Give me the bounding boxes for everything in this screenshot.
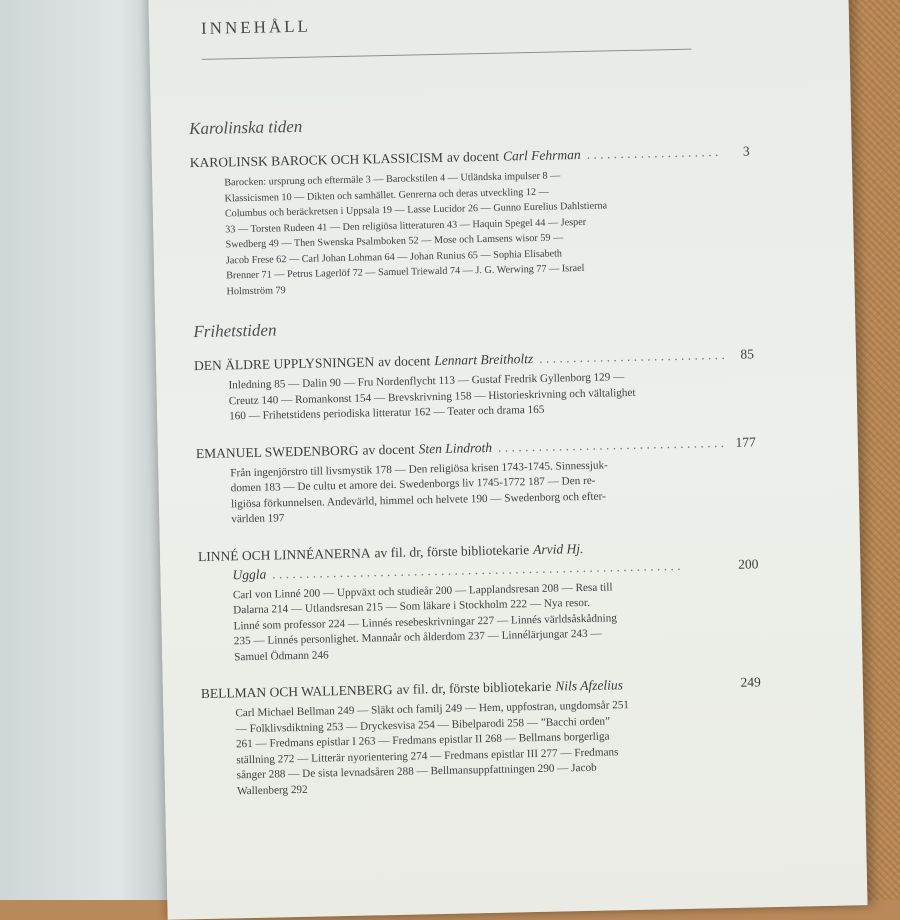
entry-author: Sten Lindroth bbox=[418, 439, 493, 456]
leader-dots: . . . . . . . . . . . . . . . . . . . . . . . . . . . . . . . . . . . . . . . . . . . . . . . . . . . . . . . . . . . . . bbox=[272, 557, 681, 582]
toc-content bbox=[189, 107, 764, 818]
desc-line: ställning 272 — Litterär nyorientering 274 — Fredmans epistlar III 277 — Fredmans bbox=[236, 745, 619, 766]
desc-line: Inledning 85 — Dalin 90 — Fru Nordenflycht 113 — Gustaf Fredrik Gyllenborg 129 — bbox=[228, 371, 625, 392]
toc-entry bbox=[194, 344, 755, 425]
entry-description bbox=[224, 164, 752, 299]
entry-title: DEN ÄLDRE UPPLYSNINGEN bbox=[193, 354, 375, 374]
entry-page: 177 bbox=[735, 433, 756, 450]
entry-author: Arvid Hj. bbox=[533, 540, 584, 557]
entry-description bbox=[228, 367, 755, 425]
desc-line: Samuel Ödmann 246 bbox=[234, 648, 329, 663]
desc-line: Carl von Linné 200 — Uppväxt och studieår 200 — Lapplandsresan 208 — Resa till bbox=[232, 580, 613, 601]
toc-entry bbox=[190, 141, 753, 300]
desc-line: Linné som professor 224 — Linnés resebeskrivningar 227 — Linnés världsåskådning bbox=[233, 611, 618, 632]
desc-line: Swedberg 49 — Then Swenska Psalmboken 52 — Mose och Lamsens wisor 59 — bbox=[225, 232, 564, 251]
desc-line: Wallenberg 292 bbox=[236, 783, 308, 797]
entry-author-continued: Uggla bbox=[232, 566, 267, 582]
desc-line: Från ingenjörstro till livsmystik 178 — Den religiösa krisen 1743-1745. Sinnessjuk- bbox=[230, 458, 608, 479]
book-page bbox=[148, 0, 868, 920]
left-page bbox=[0, 0, 170, 900]
entry-page: 85 bbox=[740, 346, 755, 362]
leader-dots bbox=[498, 433, 726, 457]
desc-line: Columbus och beräckretsen i Uppsala 19 — Lasse Lucidor 26 — Gunno Eurelius Dahlstierna bbox=[224, 200, 608, 220]
entry-page: 200 bbox=[737, 555, 759, 572]
desc-line: Carl Michael Bellman 249 — Släkt och familj 249 — Hem, uppfostran, ungdomsår 251 bbox=[235, 699, 630, 720]
desc-line: Jacob Frese 62 — Carl Johan Lohman 64 — Johan Runius 65 — Sophia Elisabeth bbox=[225, 247, 563, 266]
leader-dots bbox=[539, 345, 724, 368]
desc-line: Holmström 79 bbox=[226, 284, 286, 297]
entry-title: KAROLINSK BAROCK OCH KLASSICISM bbox=[189, 149, 444, 171]
section-heading: Karolinska tiden bbox=[188, 116, 303, 139]
entry-page: 249 bbox=[740, 674, 761, 690]
toc-entry bbox=[196, 432, 758, 529]
entry-title: BELLMAN OCH WALLENBERG bbox=[200, 682, 393, 702]
desc-line: 261 — Fredmans epistlar I 263 — Fredmans epistlar II 268 — Bellmans borgerliga bbox=[235, 730, 610, 751]
entry-author: Carl Fehrman bbox=[502, 146, 581, 164]
entry-by: av fil. dr, förste bibliotekarie bbox=[396, 678, 552, 697]
entry-description bbox=[230, 455, 757, 528]
desc-line: 235 — Linnés personlighet. Mannaår och ålderdom 237 — Linnélärjungar 243 — bbox=[233, 627, 602, 648]
desc-line: världen 197 bbox=[231, 512, 285, 526]
desc-line: 160 — Frihetstidens periodiska litteratur 162 — Teater och drama 165 bbox=[229, 403, 545, 423]
leader-dots bbox=[586, 142, 719, 164]
desc-line: Klassicismen 10 — Dikten och samhället. Genrerna och deras utveckling 12 — bbox=[224, 186, 549, 204]
entry-title: LINNÉ OCH LINNÉANERNA bbox=[197, 544, 371, 564]
desc-line: sånger 288 — De sista levnadsåren 288 — Bellmansuppfattningen 290 — Jacob bbox=[236, 761, 597, 782]
entry-by: av docent bbox=[378, 353, 431, 370]
desc-line: 33 — Torsten Rudeen 41 — Den religiösa litteraturen 43 — Haquin Spegel 44 — Jesper bbox=[225, 216, 587, 235]
entry-by: av docent bbox=[446, 148, 500, 165]
desc-line: Creutz 140 — Romankonst 154 — Brevskrivning 158 — Historieskrivning och vältalighet bbox=[228, 386, 636, 407]
entry-page: 3 bbox=[742, 143, 750, 159]
toc-entry bbox=[198, 535, 760, 666]
desc-line: — Folklivsdiktning 253 — Dryckesvisa 254 — Bibelparodi 258 — ”Bacchi orden” bbox=[235, 714, 611, 735]
desc-line: Barocken: ursprung och eftermäle 3 — Barockstilen 4 — Utländska impulser 8 — bbox=[224, 170, 561, 189]
desc-line: ligiösa förkunnelsen. Andevärld, himmel och helvete 190 — Swedenborg och efter- bbox=[230, 490, 606, 510]
desc-line: Dalarna 214 — Utlandsresan 215 — Som läkare i Stockholm 222 — Nya resor. bbox=[233, 596, 590, 617]
entry-author: Lennart Breitholtz bbox=[434, 351, 534, 369]
entry-title: EMANUEL SWEDENBORG bbox=[195, 442, 359, 461]
toc-entry bbox=[201, 672, 763, 800]
entry-author: Nils Afzelius bbox=[555, 677, 624, 694]
entry-description bbox=[235, 695, 763, 799]
desc-line: Brenner 71 — Petrus Lagerlöf 72 — Samuel Triewald 74 — J. G. Werwing 77 — Israel bbox=[226, 262, 585, 282]
page-header: INNEHÅLL bbox=[200, 16, 312, 38]
entry-by: av fil. dr, förste bibliotekarie bbox=[374, 541, 530, 560]
section-heading: Frihetstiden bbox=[193, 320, 277, 342]
desc-line: domen 183 — De cultu et amore dei. Swedenborgs liv 1745-1772 187 — Den re- bbox=[230, 474, 596, 495]
entry-by: av docent bbox=[362, 441, 415, 458]
entry-description bbox=[233, 577, 761, 665]
header-rule bbox=[202, 49, 692, 60]
